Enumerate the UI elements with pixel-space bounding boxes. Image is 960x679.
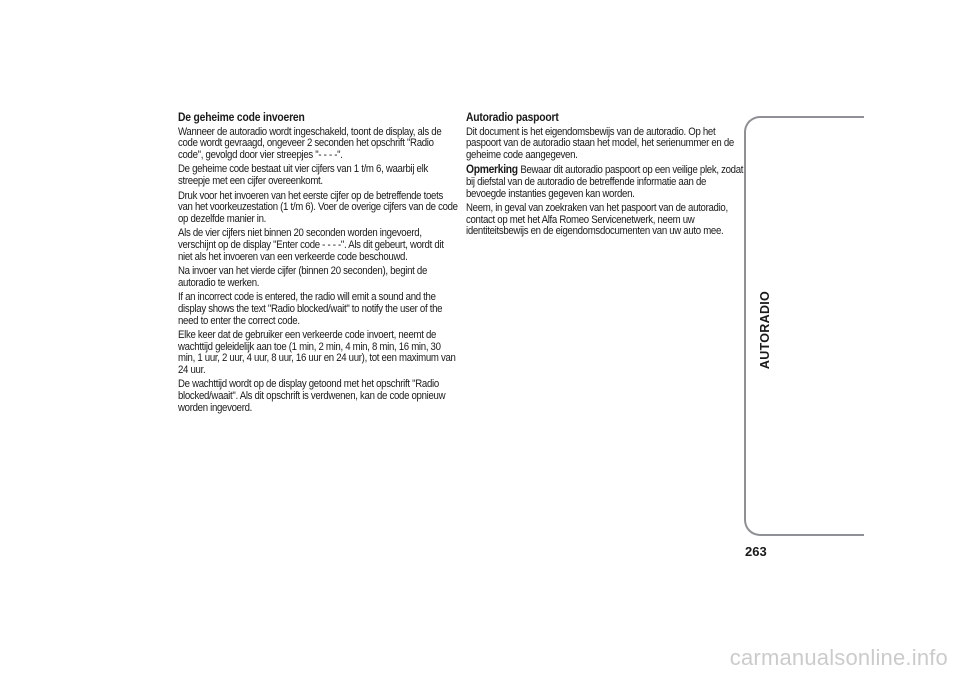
page-number: 263 (745, 544, 767, 559)
paragraph: Druk voor het invoeren van het eerste cijfer op de betreffende toets van het voorkeuzestation (1 t/m 6). Voer de overige cijfers van de code op dezelfde manier in. (178, 189, 458, 225)
left-column (178, 112, 458, 417)
note-text: Bewaar dit autoradio paspoort op een veilige plek, zodat bij diefstal van de autoradio de betreffende informatie aan de bevoegde instanties gegeven kan worden. (466, 164, 744, 200)
note-paragraph (466, 164, 748, 200)
paragraph: Als de vier cijfers niet binnen 20 seconden worden ingevoerd, verschijnt op de display "Enter code - - - -". Als dit gebeurt, wordt dit niet als het invoeren van een verkeerde code beschouwd. (178, 227, 444, 263)
section-tab-label: AUTORADIO (758, 290, 772, 370)
paragraph: Elke keer dat de gebruiker een verkeerde code invoert, neemt de wachttijd geleidelijk aan toe (1 min, 2 min, 4 min, 8 min, 16 min, 30 min, 1 uur, 2 uur, 4 uur, 8 uur, 16 uur en 24 uur), tot een maximum van 24 uur. (178, 329, 456, 376)
watermark: carmanualsonline.info (729, 645, 948, 670)
section-heading-radio-passport: Autoradio paspoort (466, 110, 559, 124)
paragraph-intro: Dit document is het eigendomsbewijs van de autoradio. Op het paspoort van de autoradio staan het model, het serienummer en de geheime code aangegeven. (466, 125, 734, 161)
paragraph-closing: Neem, in geval van zoekraken van het paspoort van de autoradio, contact op met het Alfa Romeo Servicenetwerk, neem uw identiteitsbewijs en de eigendomsdocumenten van uw auto mee. (466, 202, 728, 238)
paragraph: Wanneer de autoradio wordt ingeschakeld, toont de display, als de code wordt gevraagd, ongeveer 2 seconden het opschrift "Radio code", gevolgd door vier streepjes "- - - -". (178, 125, 442, 161)
section-heading-secret-code: De geheime code invoeren (178, 110, 305, 124)
paragraph: Na invoer van het vierde cijfer (binnen 20 seconden), begint de autoradio te werken. (178, 265, 427, 289)
note-label: Opmerking (466, 162, 518, 177)
paragraph: If an incorrect code is entered, the radio will emit a sound and the display shows the text "Radio blocked/wait" to notify the user of the need to enter the correct code. (178, 291, 443, 327)
paragraph: De geheime code bestaat uit vier cijfers van 1 t/m 6, waarbij elk streepje met een cijfer overeenkomt. (178, 163, 428, 187)
paragraph: De wachttijd wordt op de display getoond met het opschrift "Radio blocked/waait". Als dit opschrift is verdwenen, kan de code opnieuw worden ingevoerd. (178, 378, 446, 414)
right-column (466, 112, 748, 241)
